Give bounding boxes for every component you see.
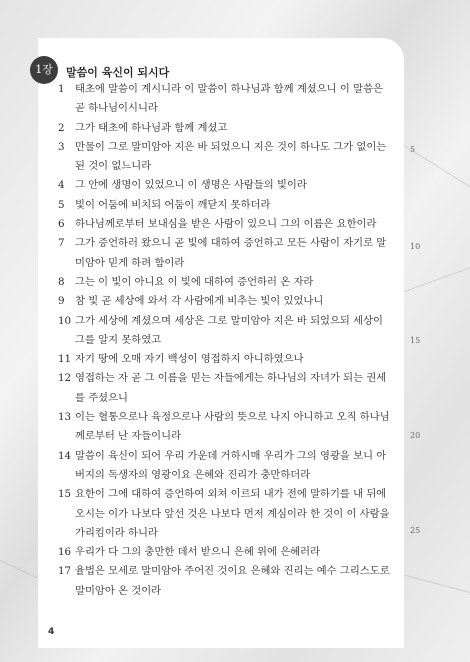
verse-number: 6 — [58, 218, 65, 231]
verse-list — [58, 80, 396, 601]
verse — [58, 196, 396, 215]
verse — [58, 447, 396, 486]
verse-number: 7 — [58, 237, 65, 250]
verse — [58, 273, 396, 292]
verse-text: 자기 땅에 오매 자기 백성이 영접하지 아니하였으나 — [75, 353, 304, 366]
verse — [58, 543, 396, 562]
verse-number: 5 — [58, 198, 65, 211]
verse-text: 빛이 어둠에 비치되 어둠이 깨닫지 못하더라 — [75, 198, 271, 211]
verse — [58, 562, 396, 601]
margin-line-number: 20 — [410, 431, 421, 440]
verse-text: 말씀이 육신이 되어 우리 가운데 거하시매 우리가 그의 영광을 보니 아버지의 독생자의 영광이요 은혜와 진리가 충만하더라 — [75, 449, 387, 481]
verse-text: 그는 이 빛이 아니요 이 빛에 대하여 증언하러 온 자라 — [75, 275, 314, 288]
verse — [58, 485, 396, 543]
verse-text: 우리가 다 그의 충만한 데서 받으니 은혜 위에 은혜러라 — [75, 546, 321, 559]
margin-line-number: 25 — [410, 526, 421, 535]
verse — [58, 369, 396, 408]
verse-text: 이는 혈통으로나 육정으로나 사람의 뜻으로 나지 아니하고 오직 하나님께로부터 난 자들이니라 — [75, 411, 390, 443]
verse-text: 그가 태초에 하나님과 함께 계셨고 — [75, 121, 228, 134]
verse — [58, 80, 396, 119]
chapter-title: 말씀이 육신이 되시다 — [66, 66, 170, 79]
verse — [58, 119, 396, 138]
verse-number: 4 — [58, 179, 65, 192]
verse — [58, 312, 396, 351]
verse — [58, 234, 396, 273]
verse-text: 참 빛 곧 세상에 와서 각 사람에게 비추는 빛이 있었나니 — [75, 295, 324, 308]
verse — [58, 408, 396, 447]
verse-text: 하나님께로부터 보내심을 받은 사람이 있으니 그의 이름은 요한이라 — [75, 218, 377, 231]
verse — [58, 350, 396, 369]
verse-number: 11 — [58, 353, 72, 366]
margin-line-number: 15 — [410, 336, 421, 345]
verse-number: 17 — [58, 565, 72, 578]
verse-number: 2 — [58, 121, 65, 134]
margin-line-number: 10 — [410, 242, 421, 251]
verse-text: 영접하는 자 곧 그 이름을 믿는 자들에게는 하나님의 자녀가 되는 권세를 주셨으니 — [75, 372, 387, 404]
verse-text: 율법은 모세로 말미암아 주어진 것이요 은혜와 진리는 예수 그리스도로 말미암아 온 것이라 — [75, 565, 390, 597]
margin-line-number: 5 — [410, 145, 416, 154]
page-number: 4 — [48, 627, 55, 637]
verse-text: 그가 증언하러 왔으니 곧 빛에 대하여 증언하고 모든 사람이 자기로 말미암아 믿게 하려 함이라 — [75, 237, 387, 269]
verse-number: 16 — [58, 546, 72, 559]
verse-text: 그가 세상에 계셨으며 세상은 그로 말미암아 지은 바 되었으되 세상이 그를 알지 못하였고 — [75, 314, 383, 346]
verse-number: 1 — [58, 83, 65, 95]
verse — [58, 138, 396, 177]
verse-text: 요한이 그에 대하여 증언하여 외쳐 이르되 내가 전에 말하기를 내 뒤에 오시는 이가 나보다 앞선 것은 나보다 먼저 계심이라 한 것이 이 사람을 가리킴이라 하니라 — [75, 488, 390, 539]
verse-number: 14 — [58, 449, 72, 462]
verse — [58, 176, 396, 195]
verse-number: 12 — [58, 372, 72, 385]
chapter-badge: 1장 — [30, 56, 58, 84]
verse — [58, 215, 396, 234]
verse-number: 13 — [58, 411, 72, 424]
verse-text: 태초에 말씀이 계시니라 이 말씀이 하나님과 함께 계셨으니 이 말씀은 곧 하나님이시니라 — [75, 83, 383, 115]
verse-number: 3 — [58, 140, 65, 153]
verse-number: 9 — [58, 295, 65, 308]
verse-text: 그 안에 생명이 있었으니 이 생명은 사람들의 빛이라 — [75, 179, 307, 192]
verse-number: 15 — [58, 488, 72, 501]
verse-number: 8 — [58, 275, 65, 288]
verse-text: 만물이 그로 말미암아 지은 바 되었으니 지은 것이 하나도 그가 없이는 된 것이 없느니라 — [75, 140, 387, 173]
verse — [58, 292, 396, 311]
verse-number: 10 — [58, 314, 72, 327]
